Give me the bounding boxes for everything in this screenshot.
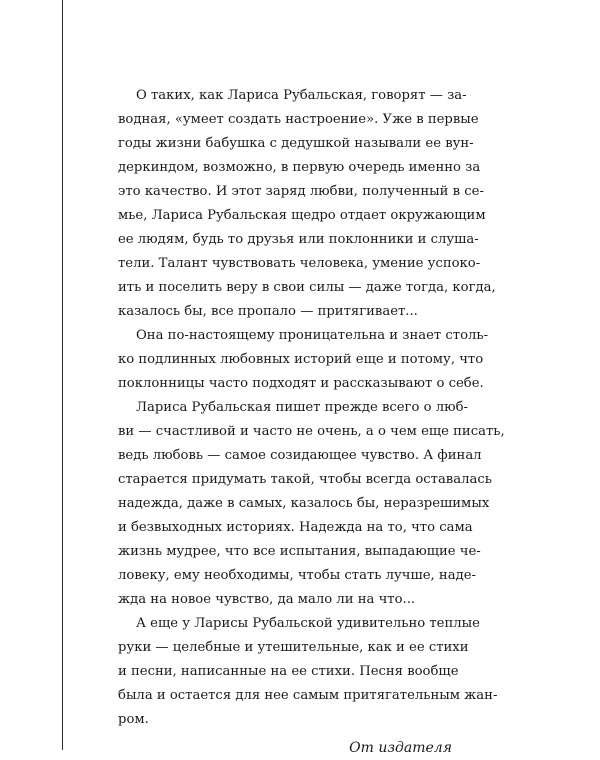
text-line: поклонницы часто подходят и рассказывают о себе.	[118, 376, 484, 391]
text-line: казалось бы, все пропало — притягивает...	[118, 304, 418, 319]
text-line: ловеку, ему необходимы, чтобы стать лучше, наде-	[118, 568, 476, 583]
text-line: А еще у Ларисы Рубальской удивительно теплые	[136, 616, 480, 631]
paragraph	[118, 324, 489, 396]
signature: От издателя	[349, 740, 452, 756]
text-line: ить и поселить веру в свои силы — даже тогда, когда,	[118, 280, 496, 295]
text-line: ее людям, будь то друзья или поклонники и слуша-	[118, 232, 479, 247]
text-line: и песни, написанные на ее стихи. Песня вообще	[118, 664, 459, 679]
text-block	[118, 84, 505, 760]
text-line: тели. Талант чувствовать человека, умение успоко-	[118, 256, 481, 271]
text-line: руки — целебные и утешительные, как и ее стихи	[118, 640, 469, 655]
text-line: О таких, как Лариса Рубальская, говорят — за-	[136, 88, 467, 103]
text-line: надежда, даже в самых, казалось бы, неразрешимых	[118, 496, 490, 511]
paragraph	[118, 396, 505, 612]
text-line: Она по-настоящему проницательна и знает столь-	[136, 328, 489, 343]
text-line: ви — счастливой и часто не очень, а о чем еще писать,	[118, 424, 505, 439]
text-line: ведь любовь — самое созидающее чувство. А финал	[118, 448, 482, 463]
text-line: это качество. И этот заряд любви, полученный в се-	[118, 184, 484, 199]
text-line: ром.	[118, 712, 149, 727]
paragraph	[118, 612, 498, 732]
text-line: годы жизни бабушка с дедушкой называли ее вун-	[118, 136, 474, 151]
text-line: ко подлинных любовных историй еще и потому, что	[118, 352, 484, 367]
text-line: деркиндом, возможно, в первую очередь именно за	[118, 160, 481, 175]
spine-line	[62, 0, 63, 750]
paragraph	[118, 84, 496, 324]
text-line: была и остается для нее самым притягательным жан-	[118, 688, 498, 703]
text-line: мье, Лариса Рубальская щедро отдает окружающим	[118, 208, 486, 223]
text-line: жизнь мудрее, что все испытания, выпадающие че-	[118, 544, 481, 559]
text-line: и безвыходных историях. Надежда на то, что сама	[118, 520, 473, 535]
text-line: водная, «умеет создать настроение». Уже в первые	[118, 112, 479, 127]
text-line: Лариса Рубальская пишет прежде всего о люб-	[136, 400, 468, 415]
text-line: старается придумать такой, чтобы всегда оставалась	[118, 472, 492, 487]
text-line: жда на новое чувство, да мало ли на что...	[118, 592, 416, 607]
